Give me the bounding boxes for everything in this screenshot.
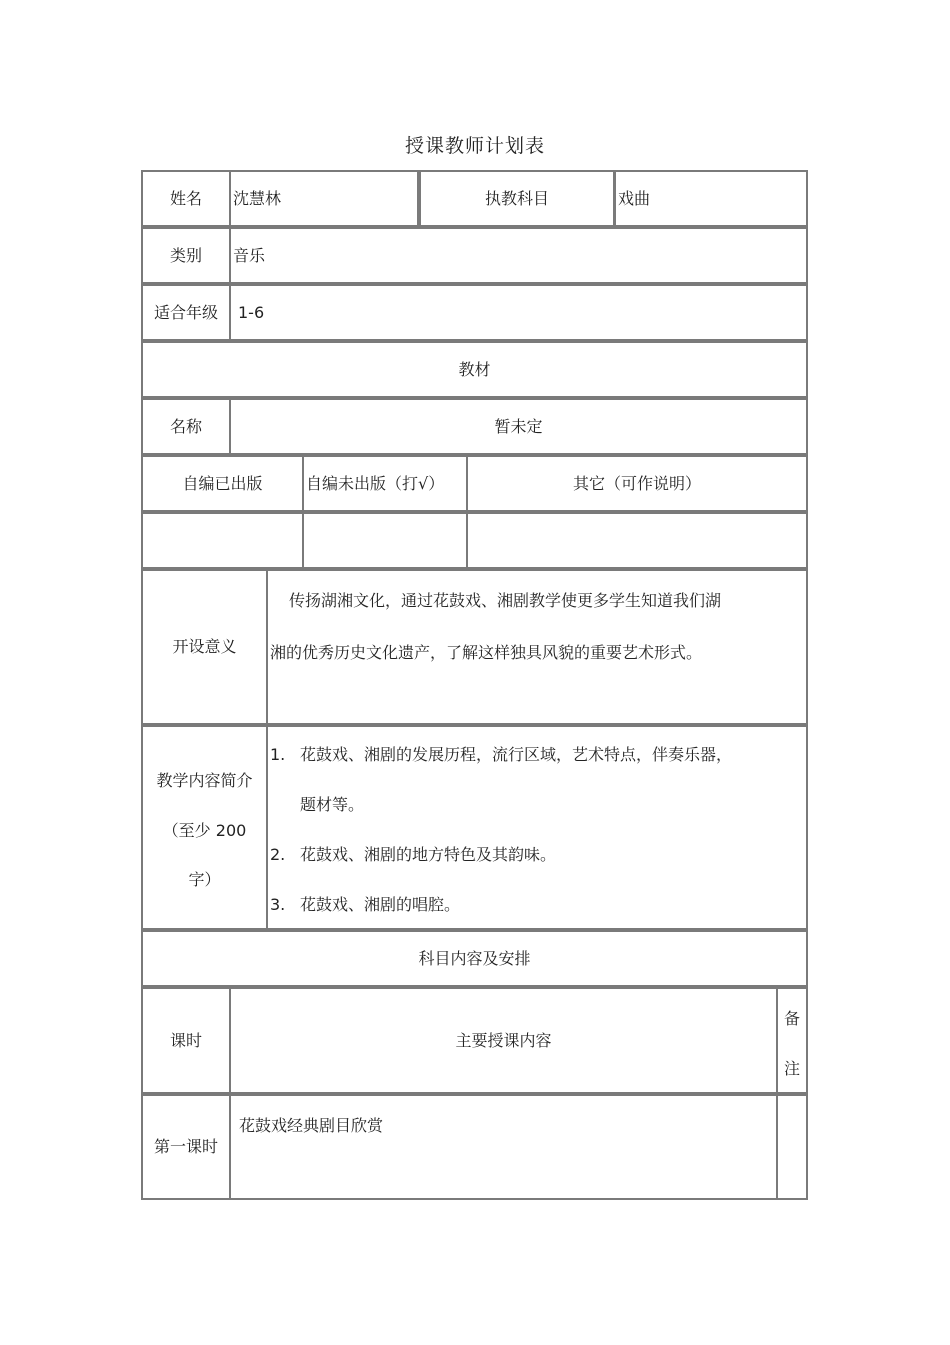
note-col-header-char-1: 备 (783, 1009, 800, 1028)
subject-label-cell (419, 170, 615, 227)
period-col-header: 课时 (169, 1030, 202, 1050)
other-col-header: 其它（可作说明） (572, 473, 701, 493)
purpose-line-1: 传扬湖湘文化，通过花鼓戏、湘剧教学使更多学生知道我们湖 (289, 591, 722, 610)
content-item-text: 花鼓戏、湘剧的唱腔。 (300, 895, 461, 914)
content-item-number: 1. (270, 745, 286, 764)
content-col-header: 主要授课内容 (455, 1030, 552, 1050)
material-name-label-cell (141, 398, 231, 455)
other-col-header-cell (466, 455, 808, 512)
published-col-header-cell (141, 455, 304, 512)
material-name-value-cell (229, 398, 808, 455)
material-header-cell (141, 341, 808, 398)
note-col-header-char-2: 注 (783, 1059, 800, 1078)
schedule-header: 科目内容及安排 (418, 948, 531, 968)
grade-label-cell (141, 284, 231, 341)
lesson-period-cell (141, 1094, 231, 1200)
content-item-number: 2. (270, 845, 286, 864)
note-col-header-cell (776, 987, 808, 1094)
category-label: 类别 (169, 245, 202, 265)
other-answer-cell (466, 512, 808, 569)
name-label: 姓名 (169, 188, 202, 208)
content-list-cell (266, 725, 808, 930)
content-item-1-continued (300, 795, 364, 815)
grade-value: 1-6 (238, 302, 265, 322)
unpublished-answer-cell (302, 512, 468, 569)
content-item-text: 题材等。 (300, 795, 365, 814)
material-name-label: 名称 (169, 416, 202, 436)
lesson-note-cell (776, 1094, 808, 1200)
content-item-text: 花鼓戏、湘剧的地方特色及其韵味。 (300, 845, 557, 864)
content-label-line-2: （至少 200 (162, 821, 247, 840)
content-item-number: 3. (270, 895, 286, 914)
subject-value-cell (614, 170, 808, 227)
purpose-label: 开设意义 (172, 637, 237, 656)
category-value: 音乐 (233, 245, 266, 265)
grade-value-cell (229, 284, 808, 341)
lesson-period: 第一课时 (153, 1137, 218, 1156)
name-value: 沈慧林 (233, 188, 282, 208)
content-label-line-3: 字） (188, 870, 221, 889)
schedule-header-cell (141, 930, 808, 987)
subject-label: 执教科目 (484, 188, 549, 208)
unpublished-col-header-cell (302, 455, 468, 512)
subject-value: 戏曲 (618, 188, 651, 208)
content-item-text: 花鼓戏、湘剧的发展历程，流行区域，艺术特点，伴奏乐器， (300, 745, 733, 764)
category-label-cell (141, 227, 231, 284)
material-name-value: 暂未定 (494, 416, 543, 436)
purpose-line-2: 湘的优秀历史文化遗产，了解这样独具风貌的重要艺术形式。 (270, 643, 703, 662)
content-label-line-1: 教学内容简介 (156, 771, 253, 790)
name-value-cell (229, 170, 419, 227)
purpose-label-cell (141, 569, 268, 725)
published-answer-cell (141, 512, 304, 569)
category-value-cell (229, 227, 808, 284)
grade-label: 适合年级 (153, 302, 218, 322)
period-col-header-cell (141, 987, 231, 1094)
lesson-content-cell (229, 1094, 778, 1200)
content-col-header-cell (229, 987, 778, 1094)
name-label-cell (141, 170, 231, 227)
content-label-cell (141, 725, 268, 930)
material-header: 教材 (458, 359, 491, 379)
page-title: 授课教师计划表 (404, 135, 545, 157)
unpublished-col-header: 自编未出版（打√） (306, 473, 445, 493)
published-col-header: 自编已出版 (182, 473, 263, 493)
purpose-text-cell (266, 569, 808, 725)
lesson-content: 花鼓戏经典剧目欣赏 (239, 1116, 384, 1135)
